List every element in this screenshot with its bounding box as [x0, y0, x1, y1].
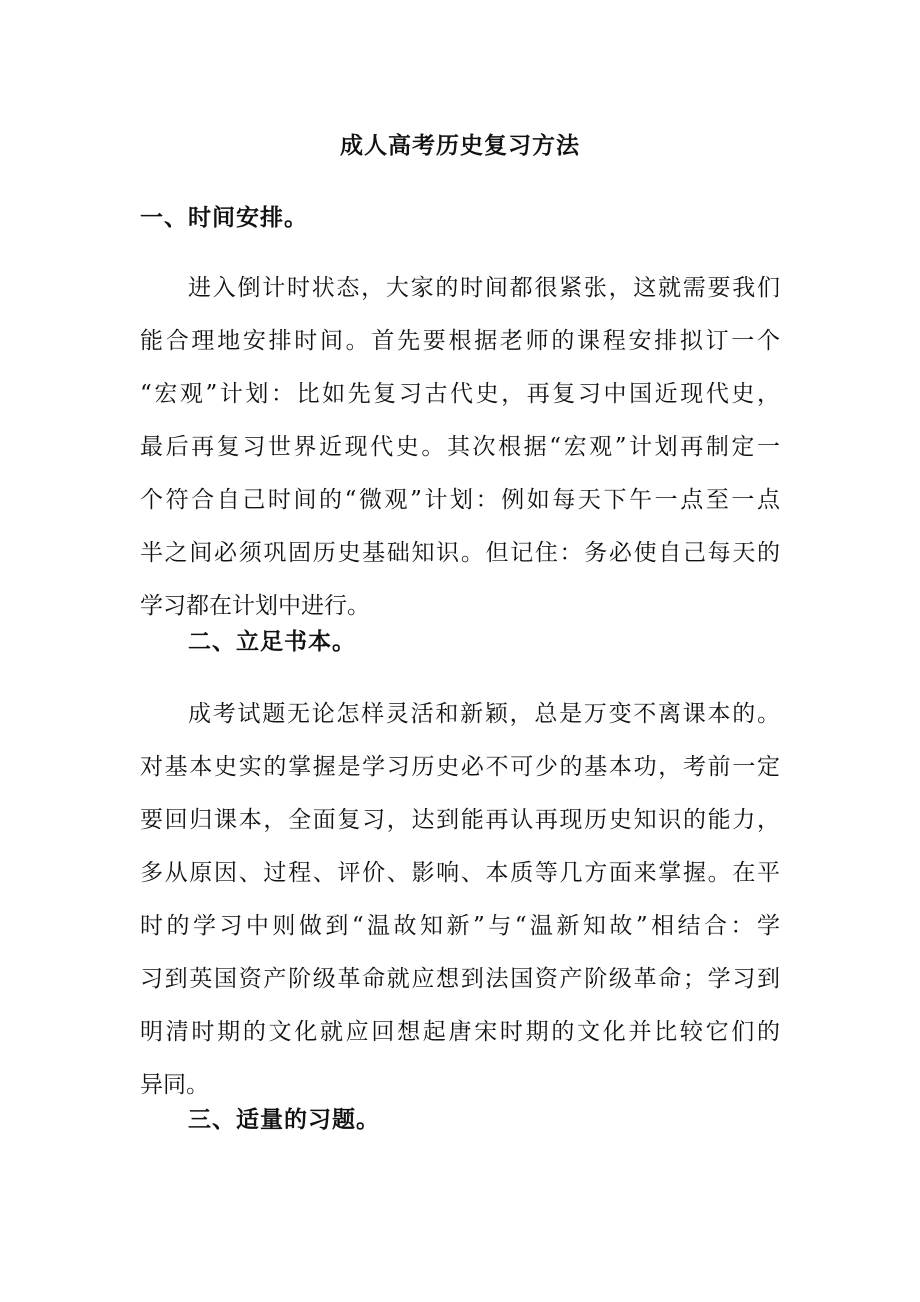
paragraph-line: 进入倒计时状态，大家的时间都很紧张，这就需要我们 [188, 275, 780, 301]
paragraph-line: 成考试题无论怎样灵活和新颖，总是万变不离课本的。 [188, 701, 780, 727]
paragraph-time-arrangement [140, 262, 780, 633]
paragraph-line: 个符合自己时间的“微观”计划：例如每天下午一点至一点 [140, 487, 780, 513]
document-title: 成人高考历史复习方法 [340, 132, 580, 159]
paragraph-line: 对基本史实的掌握是学习历史必不可少的基本功，考前一定 [140, 754, 780, 780]
paragraph-line: 习到英国资产阶级革命就应想到法国资产阶级革命；学习到 [140, 966, 780, 992]
paragraph-line: 时的学习中则做到“温故知新”与“温新知故”相结合：学 [140, 913, 780, 939]
paragraph-line: “宏观”计划：比如先复习古代史，再复习中国近现代史， [140, 381, 780, 407]
paragraph-line: 半之间必须巩固历史基础知识。但记住：务必使自己每天的 [140, 540, 780, 566]
paragraph-line: 最后再复习世界近现代史。其次根据“宏观”计划再制定一 [140, 434, 780, 460]
section-heading-exercises: 三、适量的习题。 [188, 1106, 380, 1133]
paragraph-line: 学习都在计划中进行。 [140, 593, 370, 619]
section-heading-textbook: 二、立足书本。 [188, 628, 356, 655]
paragraph-line: 要回归课本，全面复习，达到能再认再现历史知识的能力， [140, 807, 780, 833]
paragraph-line: 异同。 [140, 1072, 209, 1098]
paragraph-line: 多从原因、过程、评价、影响、本质等几方面来掌握。在平 [140, 860, 780, 886]
paragraph-line: 能合理地安排时间。首先要根据老师的课程安排拟订一个 [140, 328, 780, 354]
paragraph-line: 明清时期的文化就应回想起唐宋时期的文化并比较它们的 [140, 1019, 780, 1045]
section-heading-time-arrangement: 一、时间安排。 [140, 204, 308, 231]
paragraph-textbook [140, 688, 780, 1112]
